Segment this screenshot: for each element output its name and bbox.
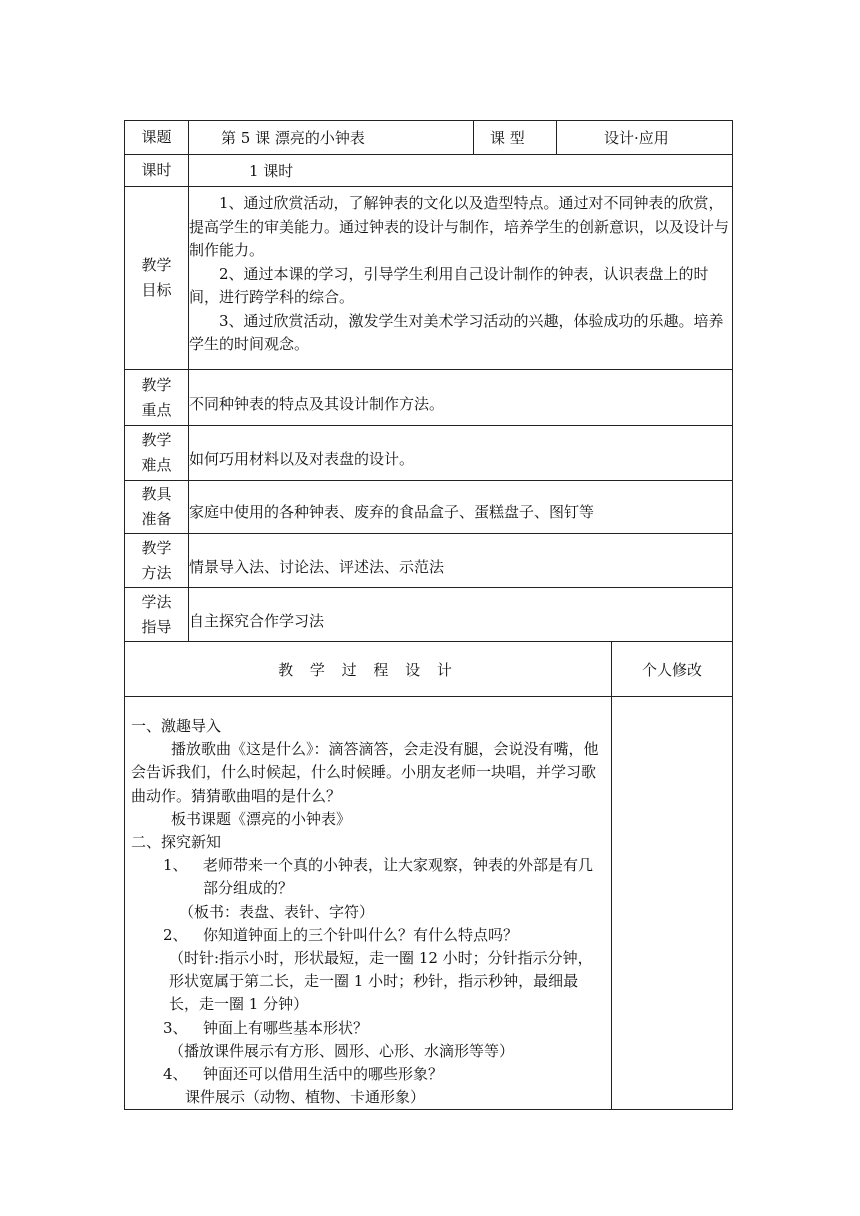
question-4-text: 钟面还可以借用生活中的哪些形象？ xyxy=(203,1065,444,1084)
goal-paragraph-3: 3、通过欣赏活动，激发学生对美术学习活动的兴趣，体验成功的乐趣。培养学生的时间观念。 xyxy=(189,311,724,353)
question-1-note: （板书：表盘、表针、字符） xyxy=(179,902,375,921)
question-3-number: 3、 xyxy=(163,1018,188,1037)
methods-label-line2: 方法 xyxy=(141,563,172,582)
edit-column xyxy=(612,697,733,1110)
question-1 xyxy=(131,854,603,900)
goals-row xyxy=(125,187,733,370)
question-3-text: 钟面上有哪些基本形状？ xyxy=(203,1018,369,1037)
lesson-plan-table xyxy=(124,120,733,1110)
goals-label-line1: 教学 xyxy=(141,256,172,274)
section1-text: 播放歌曲《这是什么》：滴答滴答，会走没有腿，会说没有嘴，他会告诉我们，什么时候起，什么时候睡。小朋友老师一块唱，并学习歌曲动作。猜猜歌曲唱的是什么？ xyxy=(131,740,599,805)
difficulties-label-line2: 难点 xyxy=(141,456,172,474)
study-row xyxy=(125,588,733,642)
title-label: 课题 xyxy=(125,121,189,155)
goal-paragraph-1: 1、通过欣赏活动，了解钟表的文化以及造型特点。通过对不同钟表的欣赏，提高学生的审美能力。通过钟表的设计与制作，培养学生的创新意识，以及设计与制作能力。 xyxy=(189,194,730,259)
goals-label-line2: 目标 xyxy=(141,281,172,299)
materials-row xyxy=(125,481,733,534)
type-label: 课 型 xyxy=(474,121,557,155)
question-4-note: 课件展示（动物、植物、卡通形象） xyxy=(185,1088,426,1107)
hours-label: 课时 xyxy=(125,155,189,187)
process-body xyxy=(125,697,612,1110)
study-label-line2: 指导 xyxy=(141,617,172,636)
question-2-note: （时针:指示小时，形状最短，走一圈 12 小时；分针指示分钟，形状宽属于第二长，走一圈 1 小时；秒针，指示秒钟，最细最长，走一圈 1 分钟） xyxy=(169,949,593,1014)
hours-value: 1 课时 xyxy=(189,155,733,187)
question-2-number: 2、 xyxy=(163,925,188,944)
difficulties-label-line1: 教学 xyxy=(141,431,172,449)
key-points-label-line2: 重点 xyxy=(141,400,172,419)
process-body-row xyxy=(125,697,733,1110)
goals-label xyxy=(125,187,189,370)
methods-label xyxy=(125,534,189,588)
methods-label-line1: 教学 xyxy=(141,538,172,557)
question-2-text: 你知道钟面上的三个针叫什么？有什么特点吗？ xyxy=(203,925,519,944)
process-header-row xyxy=(125,642,733,697)
methods-value: 情景导入法、讨论法、评述法、示范法 xyxy=(189,534,733,588)
difficulties-row xyxy=(125,426,733,481)
difficulties-label xyxy=(125,426,189,481)
study-label xyxy=(125,588,189,642)
goals-content xyxy=(189,187,733,370)
hours-row xyxy=(125,155,733,187)
question-4 xyxy=(131,1063,603,1086)
type-value: 设计·应用 xyxy=(557,121,733,155)
question-3-note: （播放课件展示有方形、圆形、心形、水滴形等等） xyxy=(169,1041,515,1060)
section1-title: 一、激趣导入 xyxy=(131,717,222,735)
key-points-row xyxy=(125,370,733,426)
edit-header: 个人修改 xyxy=(612,642,733,697)
question-2 xyxy=(131,924,603,947)
difficulties-value: 如何巧用材料以及对表盘的设计。 xyxy=(189,426,733,481)
key-points-label xyxy=(125,370,189,426)
title-value: 第 5 课 漂亮的小钟表 xyxy=(189,121,474,155)
materials-label-line1: 教具 xyxy=(141,485,172,503)
study-value: 自主探究合作学习法 xyxy=(189,588,733,642)
question-4-number: 4、 xyxy=(163,1065,188,1084)
question-1-text: 老师带来一个真的小钟表，让大家观察，钟表的外部是有几部分组成的？ xyxy=(203,856,594,898)
materials-label xyxy=(125,481,189,534)
materials-label-line2: 准备 xyxy=(141,510,172,528)
process-header: 教 学 过 程 设 计 xyxy=(125,642,612,697)
title-row xyxy=(125,121,733,155)
study-label-line1: 学法 xyxy=(141,592,172,611)
materials-value: 家庭中使用的各种钟表、废弃的食品盒子、蛋糕盘子、图钉等 xyxy=(189,481,733,534)
methods-row xyxy=(125,534,733,588)
section1-board: 板书课题《漂亮的小钟表》 xyxy=(171,809,352,828)
goal-paragraph-2: 2、通过本课的学习，引导学生利用自己设计制作的钟表，认识表盘上的时间，进行跨学科的综合。 xyxy=(189,264,709,306)
section2-title: 二、探究新知 xyxy=(131,833,222,852)
key-points-value: 不同种钟表的特点及其设计制作方法。 xyxy=(189,370,733,426)
question-3 xyxy=(131,1017,603,1040)
question-1-number: 1、 xyxy=(163,856,188,875)
key-points-label-line1: 教学 xyxy=(141,375,172,394)
